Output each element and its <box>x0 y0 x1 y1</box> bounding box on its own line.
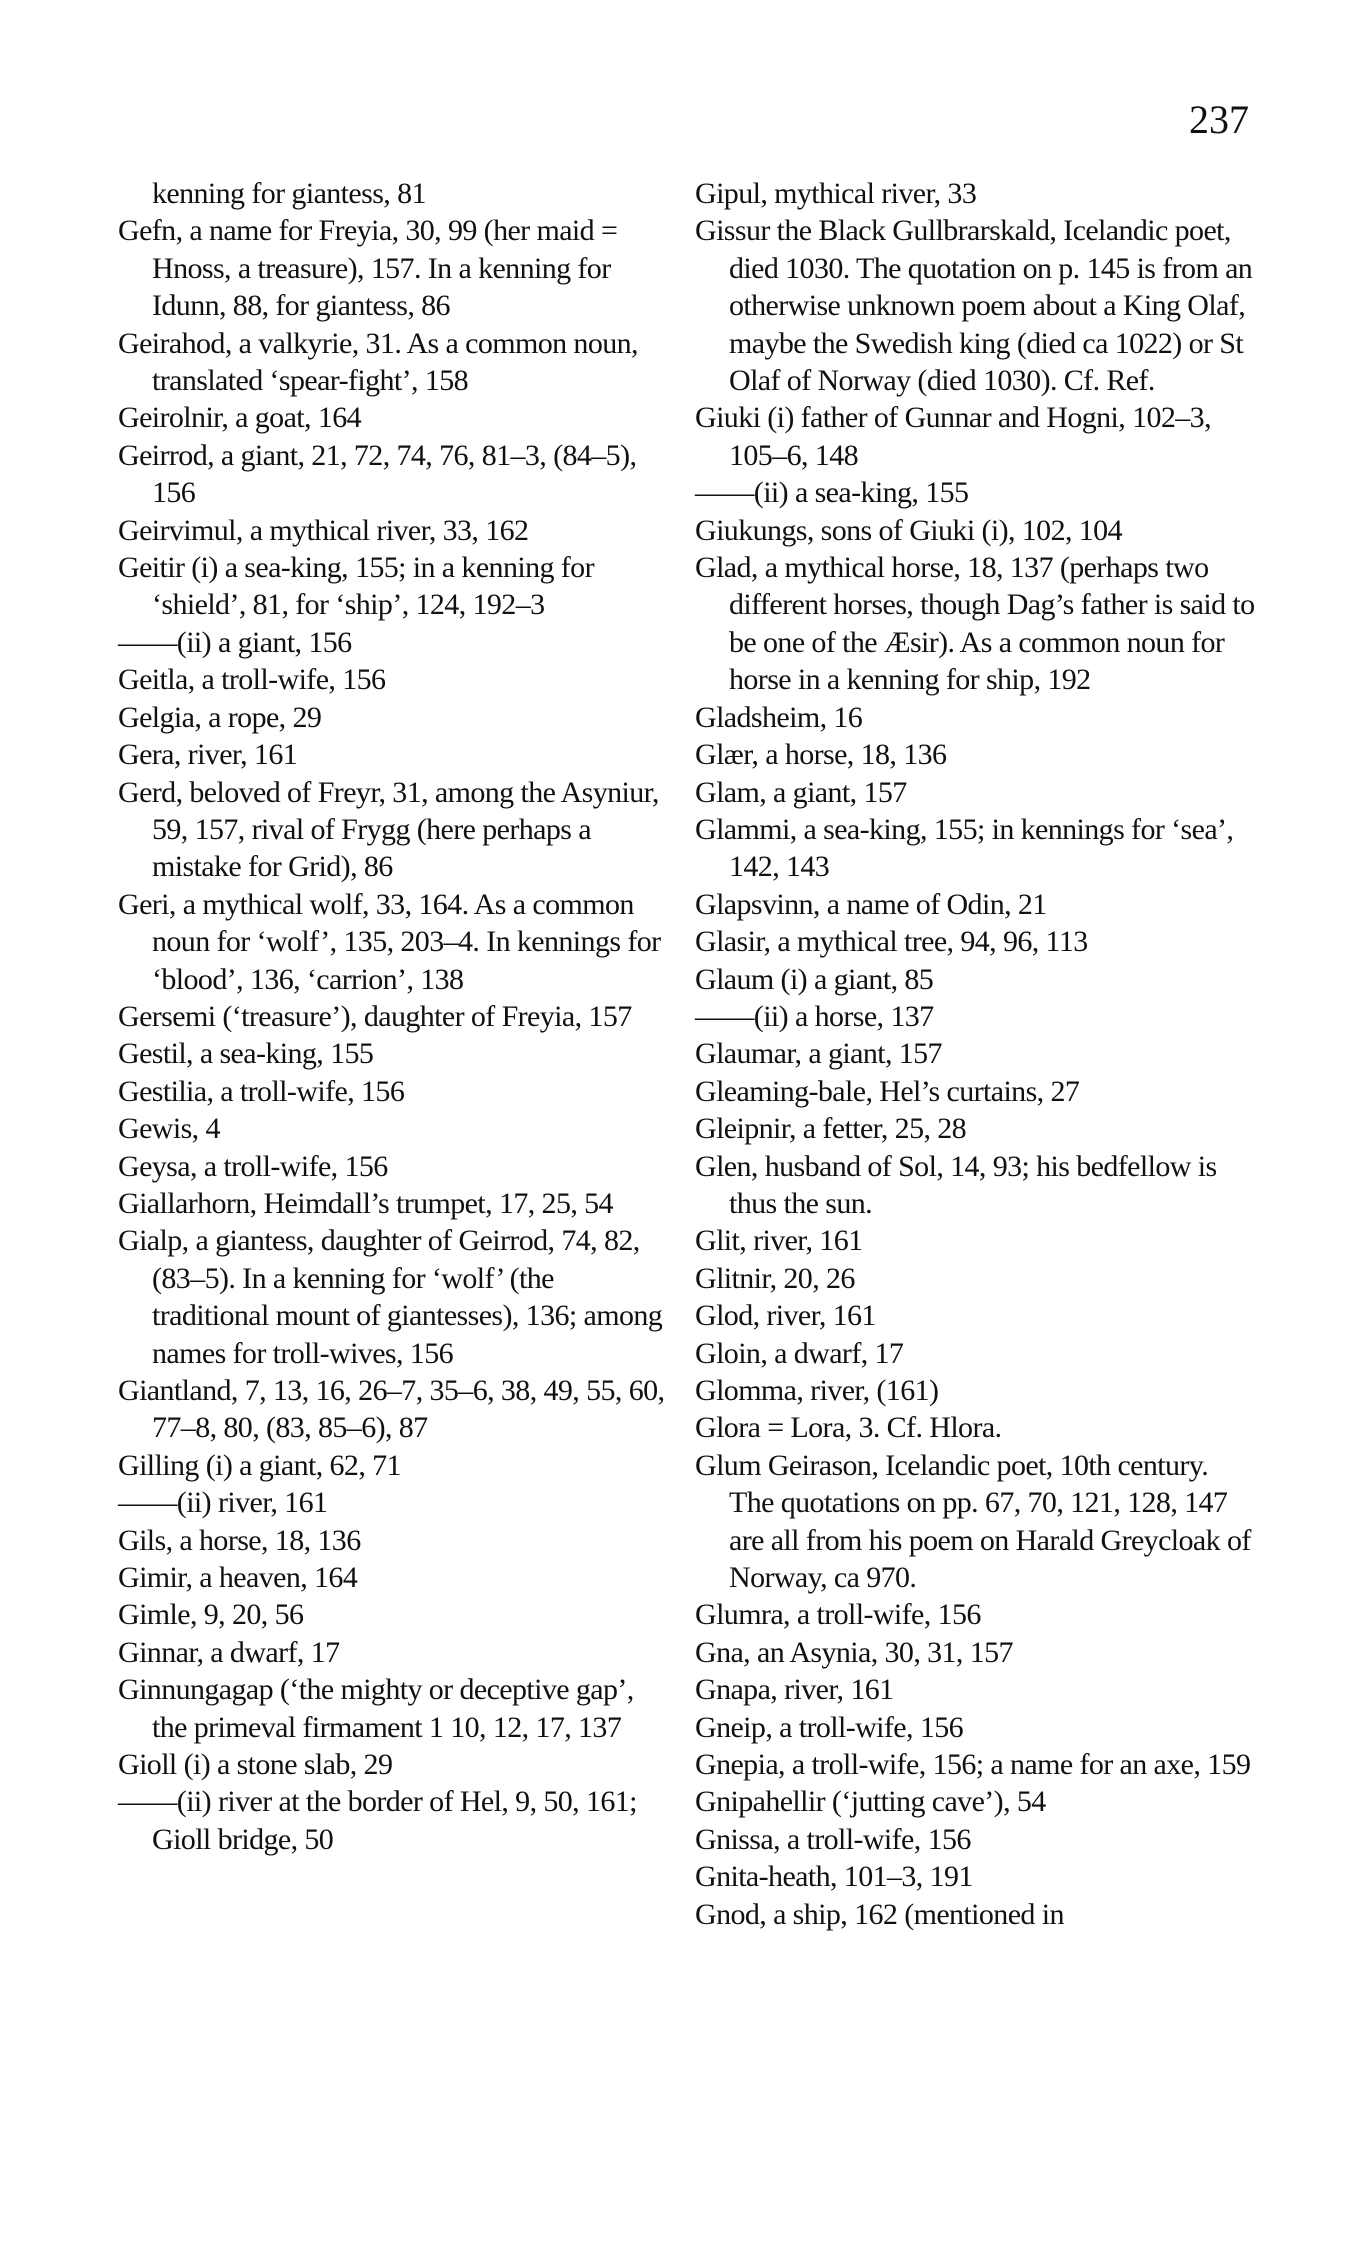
index-entry: Ginnungagap (‘the mighty or deceptive gap’, the primeval firmament 1 10, 12, 17, 137 <box>118 1673 634 1744</box>
index-entry: Gnod, a ship, 162 (mentioned in <box>695 1897 1064 1931</box>
index-entry: ——(ii) river, 161 <box>118 1486 328 1520</box>
index-entry: Geitla, a troll-wife, 156 <box>118 663 386 697</box>
index-entry: Glapsvinn, a name of Odin, 21 <box>695 887 1047 921</box>
index-entry: Glitnir, 20, 26 <box>695 1261 855 1295</box>
index-entry: Giuki (i) father of Gunnar and Hogni, 102–3, 105–6, 148 <box>695 401 1211 472</box>
index-entry: Geysa, a troll-wife, 156 <box>118 1149 388 1183</box>
index-entry: Gialp, a giantess, daughter of Geirrod, 74, 82, (83–5). In a kenning for ‘wolf’ (the traditional mount of giantesses), 136; among names for troll-wives, 156 <box>118 1224 663 1370</box>
index-entry: Gnipahellir (‘jutting cave’), 54 <box>695 1785 1046 1819</box>
index-entry: Gna, an Asynia, 30, 31, 157 <box>695 1635 1013 1669</box>
index-entry: Gneip, a troll-wife, 156 <box>695 1710 964 1744</box>
index-column-left <box>118 175 673 1858</box>
index-entry: Gimle, 9, 20, 56 <box>118 1598 304 1632</box>
index-entry: ——(ii) a horse, 137 <box>695 999 934 1033</box>
index-entry: Glaumar, a giant, 157 <box>695 1037 942 1071</box>
index-entry: Gils, a horse, 18, 136 <box>118 1523 361 1557</box>
index-entry: Gestilia, a troll-wife, 156 <box>118 1074 405 1108</box>
index-entry: Gleaming-bale, Hel’s curtains, 27 <box>695 1074 1080 1108</box>
index-entry: Gnita-heath, 101–3, 191 <box>695 1860 973 1894</box>
index-entry: Glomma, river, (161) <box>695 1374 939 1407</box>
index-entry: Geirrod, a giant, 21, 72, 74, 76, 81–3, (84–5), 156 <box>118 438 637 510</box>
index-entry: Gnissa, a troll-wife, 156 <box>695 1822 971 1856</box>
index-entry: Glumra, a troll-wife, 156 <box>695 1598 981 1632</box>
index-entry: Gestil, a sea-king, 155 <box>118 1037 374 1071</box>
index-entry: Gioll (i) a stone slab, 29 <box>118 1748 393 1782</box>
index-entry: Gerd, beloved of Freyr, 31, among the Asyniur, 59, 157, rival of Frygg (here perhaps a mistake for Grid), 86 <box>118 775 659 884</box>
page-number: 237 <box>1189 97 1249 142</box>
index-entry: Gladsheim, 16 <box>695 700 863 734</box>
index-entry: Gloin, a dwarf, 17 <box>695 1336 904 1370</box>
index-entry: Ginnar, a dwarf, 17 <box>118 1635 340 1669</box>
index-entry: Geirvimul, a mythical river, 33, 162 <box>118 513 529 547</box>
index-entry: Glær, a horse, 18, 136 <box>695 738 947 772</box>
index-entry: Gilling (i) a giant, 62, 71 <box>118 1448 401 1482</box>
index-entry: Gimir, a heaven, 164 <box>118 1561 358 1595</box>
index-entry: Glasir, a mythical tree, 94, 96, 113 <box>695 925 1088 959</box>
index-entry: Gera, river, 161 <box>118 738 298 772</box>
index-entry: Gnepia, a troll-wife, 156; a name for an axe, 159 <box>695 1748 1251 1782</box>
index-entry: Gleipnir, a fetter, 25, 28 <box>695 1112 967 1146</box>
index-entry: Glit, river, 161 <box>695 1224 863 1258</box>
index-entry: ——(ii) river at the border of Hel, 9, 50, 161; Gioll bridge, 50 <box>118 1785 637 1856</box>
index-entry: Glen, husband of Sol, 14, 93; his bedfellow is thus the sun. <box>695 1149 1217 1220</box>
index-entry: kenning for giantess, 81 <box>152 177 426 210</box>
index-entry: Glod, river, 161 <box>695 1299 876 1333</box>
index-entry: Giukungs, sons of Giuki (i), 102, 104 <box>695 513 1122 547</box>
index-entry: Gnapa, river, 161 <box>695 1673 894 1707</box>
index-entry: Glora = Lora, 3. Cf. Hlora. <box>695 1411 1002 1445</box>
index-entry: Geitir (i) a sea-king, 155; in a kenning for ‘shield’, 81, for ‘ship’, 124, 192–3 <box>118 551 594 622</box>
index-entry: Geri, a mythical wolf, 33, 164. As a common noun for ‘wolf’, 135, 203–4. In kennings for ‘blood’, 136, ‘carrion’, 138 <box>118 887 661 996</box>
index-entry: Geirolnir, a goat, 164 <box>118 401 362 435</box>
index-entry: Gefn, a name for Freyia, 30, 99 (her maid = Hnoss, a treasure), 157. In a kenning for Idunn, 88, for giantess, 86 <box>118 214 618 323</box>
index-entry: Giallarhorn, Heimdall’s trumpet, 17, 25, 54 <box>118 1186 613 1220</box>
index-entry: Gissur the Black Gullbrarskald, Icelandic poet, died 1030. The quotation on p. 145 is from an otherwise unknown poem about a King Olaf, maybe the Swedish king (died ca 1022) or St Olaf of Norway (died 1030). Cf. Ref. <box>695 214 1253 398</box>
index-entry: Glaum (i) a giant, 85 <box>695 962 934 996</box>
index-entry: Gersemi (‘treasure’), daughter of Freyia, 157 <box>118 999 632 1033</box>
index-entry: Glad, a mythical horse, 18, 137 (perhaps two different horses, though Dag’s father is said to be one of the Æsir). As a common noun for horse in a kenning for ship, 192 <box>695 551 1255 697</box>
index-entry: Giantland, 7, 13, 16, 26–7, 35–6, 38, 49, 55, 60, 77–8, 80, (83, 85–6), 87 <box>118 1374 665 1445</box>
index-entry: Glam, a giant, 157 <box>695 775 907 809</box>
index-entry: Glum Geirason, Icelandic poet, 10th century. The quotations on pp. 67, 70, 121, 128, 147 are all from his poem on Harald Greycloak of Norway, ca 970. <box>695 1448 1251 1595</box>
index-entry: ——(ii) a giant, 156 <box>118 625 352 659</box>
index-entry: Geirahod, a valkyrie, 31. As a common noun, translated ‘spear-fight’, 158 <box>118 326 638 398</box>
index-column-right <box>695 175 1255 1933</box>
index-entry: Gipul, mythical river, 33 <box>695 177 977 210</box>
index-entry: Gewis, 4 <box>118 1112 220 1146</box>
index-entry: Glammi, a sea-king, 155; in kennings for ‘sea’, 142, 143 <box>695 812 1234 884</box>
index-entry: Gelgia, a rope, 29 <box>118 700 322 734</box>
index-entry: ——(ii) a sea-king, 155 <box>695 476 969 510</box>
